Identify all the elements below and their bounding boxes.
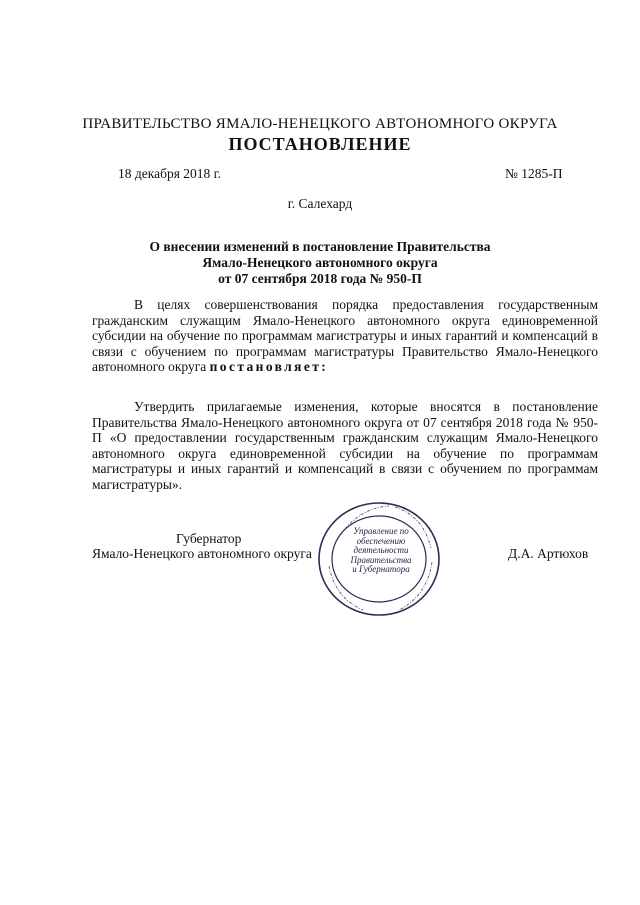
preamble-paragraph	[92, 297, 598, 375]
document-subject	[120, 239, 520, 287]
resolution-paragraph	[92, 399, 598, 492]
signatory-title: Губернатор	[176, 531, 242, 546]
stamp-line-4: Правительства	[350, 554, 412, 565]
document-number: № 1285-П	[505, 166, 563, 181]
stamp-line-3: деятельности	[353, 545, 409, 555]
document-type-title: ПОСТАНОВЛЕНИЕ	[228, 134, 412, 154]
government-name: ПРАВИТЕЛЬСТВО ЯМАЛО-НЕНЕЦКОГО АВТОНОМНОГО ОКРУГА	[82, 116, 558, 132]
document-date: 18 декабря 2018 г.	[118, 166, 222, 181]
document-city: г. Салехард	[287, 196, 353, 211]
resolution-text: Утвердить прилагаемые изменения, которые вносятся в постановление Правительства Ямало-Ненецкого автономного округа от 07 сентября 2018 года № 950-П «О предоставлении государственным гражданским служащим Ямало-Ненецкого автономного округа единовременной субсидии на обучение по программам магистратуры и иных гарантий и компенсаций в связи с обучением по программам магистратуры».	[92, 399, 598, 492]
subject-line-1: О внесении изменений в постановление Правительства	[149, 239, 491, 254]
stamp-line-1: Управление по	[353, 526, 409, 536]
signatory-name: Д.А. Артюхов	[508, 546, 589, 561]
resolves-emphasis: постановляет:	[209, 359, 329, 374]
subject-line-2: Ямало-Ненецкого автономного округа	[202, 255, 438, 270]
signatory-region: Ямало-Ненецкого автономного округа	[92, 546, 312, 561]
stamp-line-2: обеспечению	[356, 535, 406, 546]
subject-line-3: от 07 сентября 2018 года № 950-П	[218, 271, 422, 286]
preamble-text: В целях совершенствования порядка предоставления государственным гражданским служащим Ямало-Ненецкого автономного округа единовременной субсидии на обучение по программам магистратуры и иных гарантий и компенсаций в связи с обучением по программам магистратуры Правительство Ямало-Ненецкого автономного округа	[92, 297, 598, 374]
stamp-inner-text	[340, 527, 422, 575]
stamp-line-5: и Губернатора	[352, 564, 410, 574]
